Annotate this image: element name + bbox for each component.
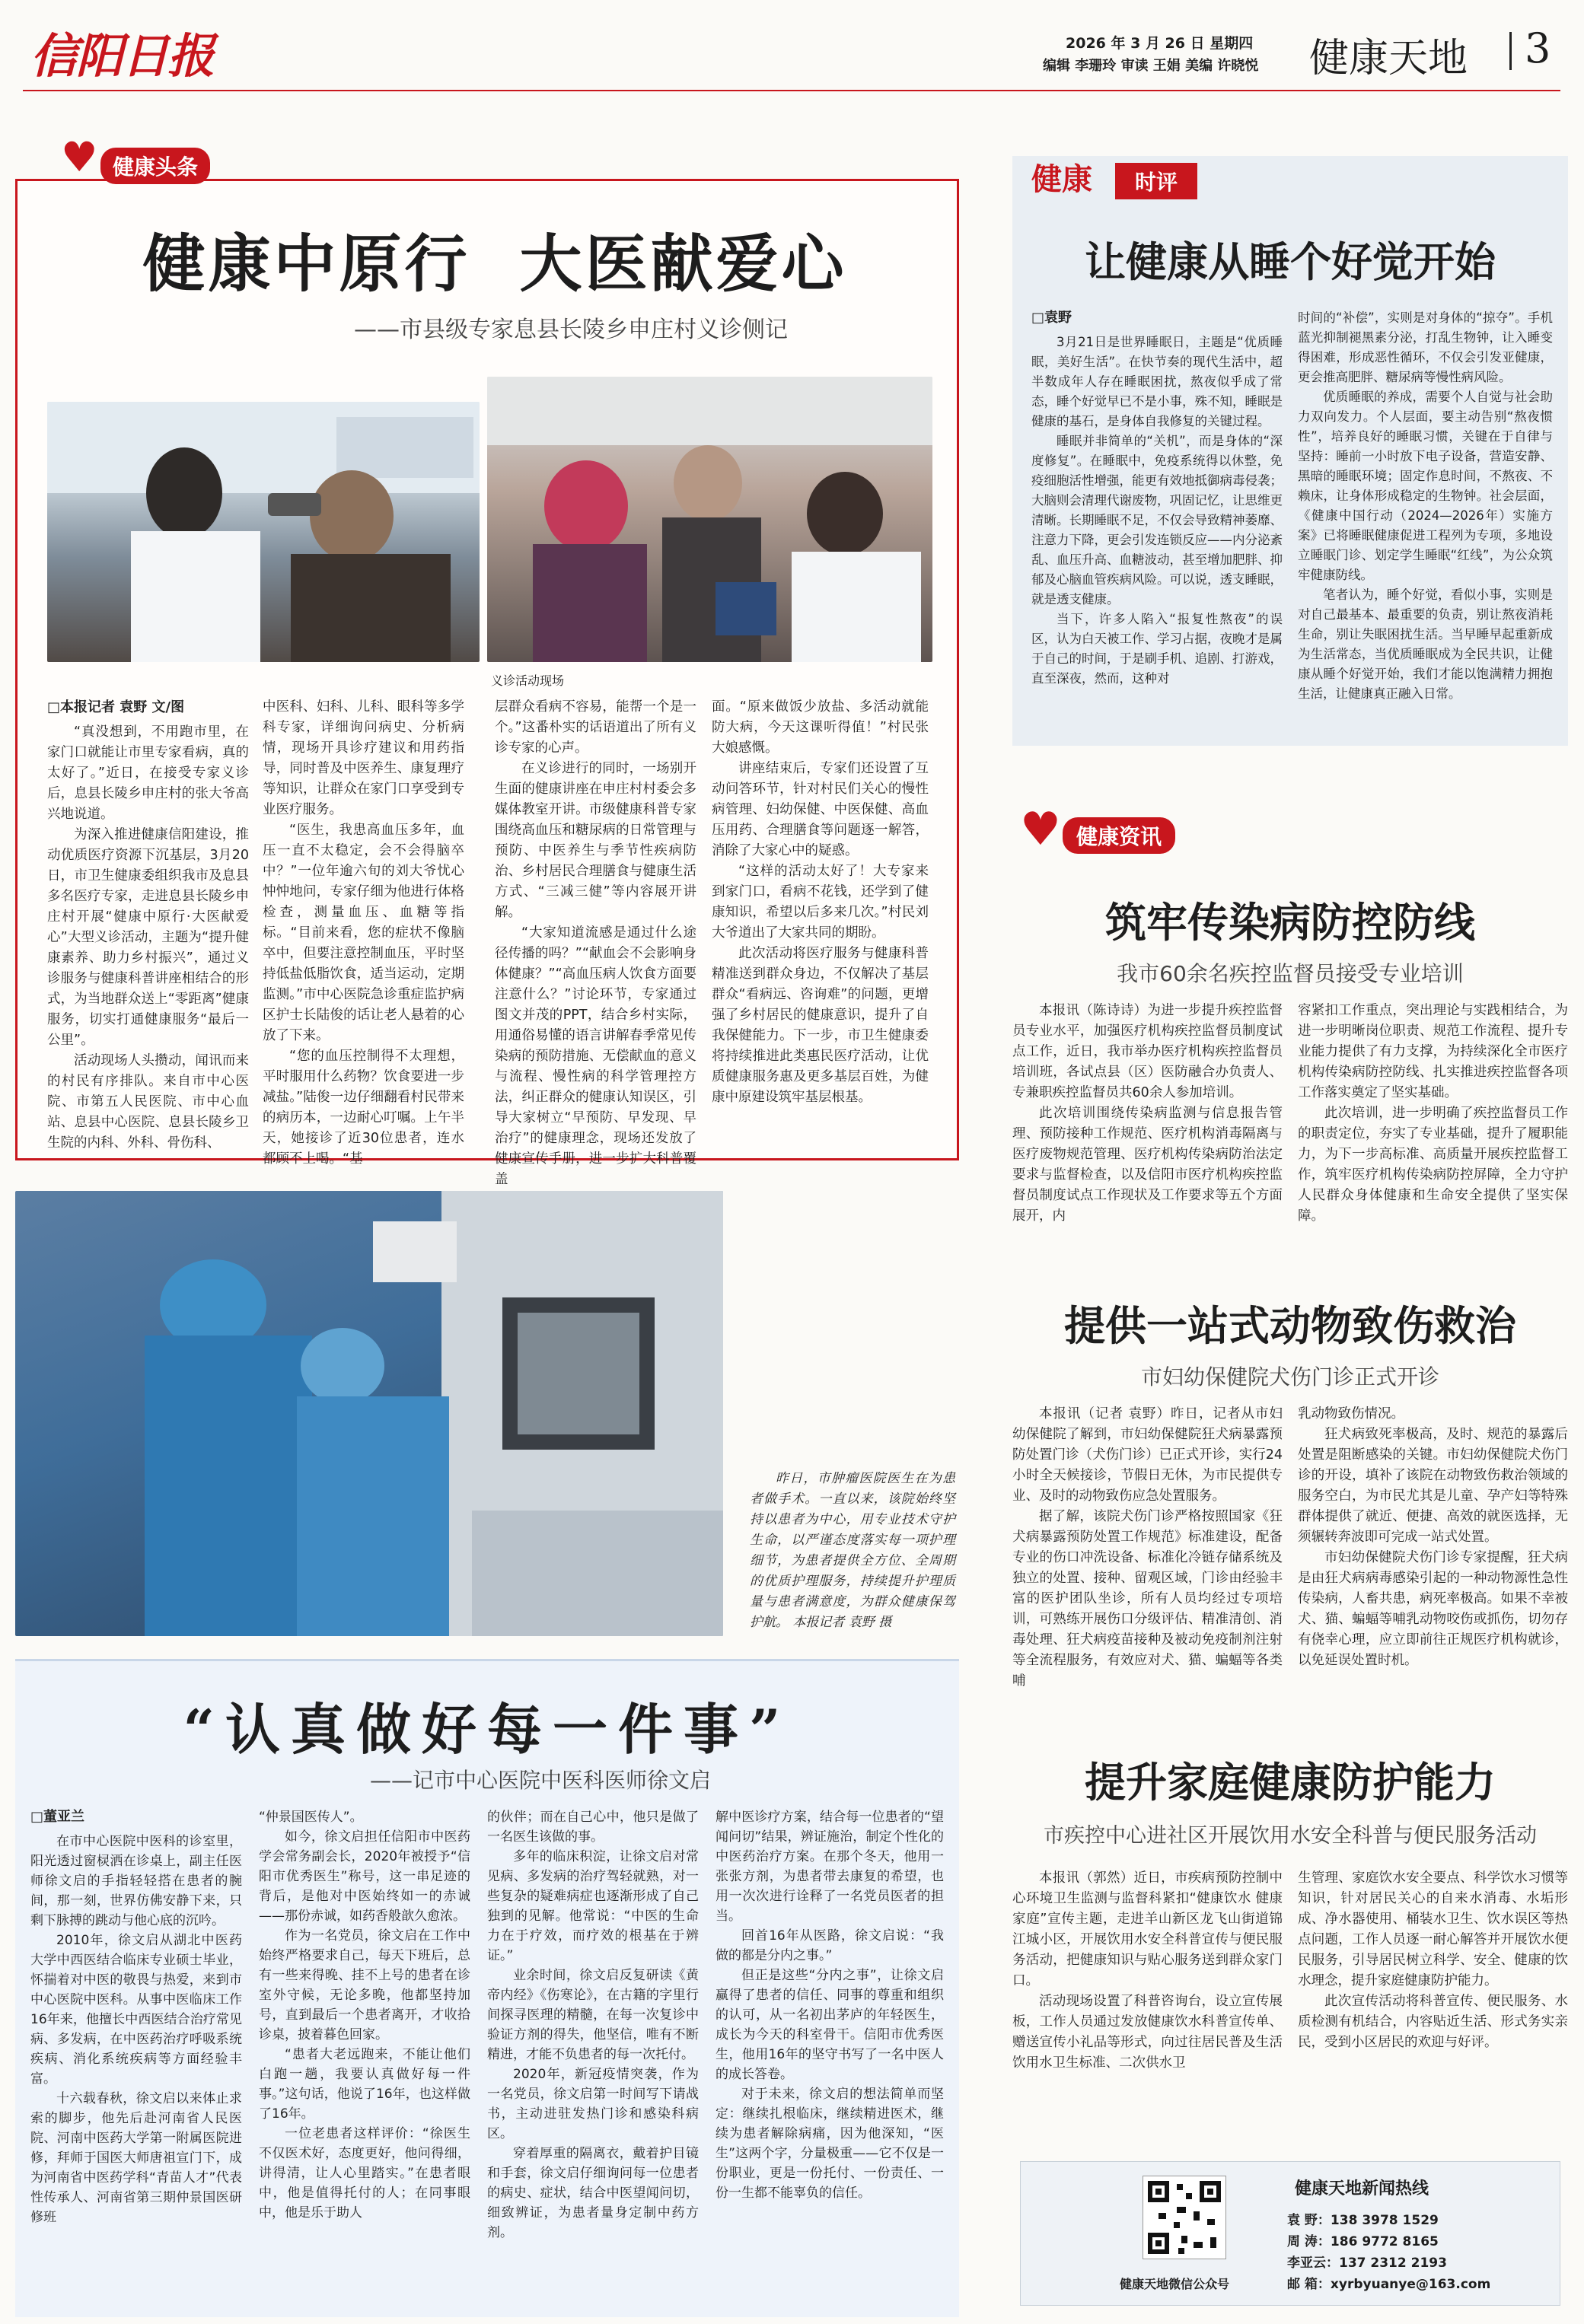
feature-byline: □董亚兰 <box>30 1809 85 1825</box>
news2-paragraph: 据了解，该院犬伤门诊严格按照国家《狂犬病暴露预防处置工作规范》标准建设，配备专业的伤口冲洗设备、标准化冷链存储系统及独立的处置、接种、留观区域，门诊由经验丰富的医护团队坐诊，所有人员均经过专项培训，可熟练开展伤口分级评估、精准清创、消毒处理、狂犬病疫苗接种及被动免疫制剂注射等全流程服务，有效应对犬、猫、蝙蝠等各类哺 <box>1012 1509 1283 1689</box>
news1-col-2 <box>1298 1001 1568 1227</box>
masthead-divider <box>1509 32 1512 70</box>
comment-paragraph: 睡眠并非简单的“关机”，而是身体的“深度修复”。在睡眠中，免疫系统得以休整，免疫细胞活性增强，能更有效地抵御病毒侵袭；大脑则会清理代谢废物，巩固记忆，让思维更清晰。长期睡眠不足，不仅会导致精神萎靡、注意力下降，更会引发连锁反应——内分泌紊乱、血压升高、血糖波动，甚至增加肥胖、抑郁及心脑血管疾病风险。可以说，透支睡眠，就是透支健康。 <box>1031 434 1283 606</box>
hotline-title: 健康天地新闻热线 <box>1295 2179 1429 2198</box>
lead-col-1 <box>47 697 249 1154</box>
news2-paragraph: 狂犬病致死率极高，及时、规范的暴露后处置是阻断感染的关键。市妇幼保健院犬伤门诊的开设，填补了该院在动物致伤救治领域的服务空白，为市民尤其是儿童、孕产妇等特殊群体提供了就近、便捷、高效的就医选择，无须辗转奔波即可完成一站式处置。 <box>1298 1427 1568 1545</box>
feature-paragraph: 作为一名党员，徐文启在工作中始终严格要求自己，每天下班后，总有一些来得晚、挂不上号的患者在诊室外守候，无论多晚，他都坚持加号，直到最后一个患者离开，才收拾诊桌，披着暮色回家。 <box>259 1928 470 2042</box>
news2-headline: 提供一站式动物致伤救治 <box>1064 1301 1516 1350</box>
feature-col-2 <box>259 1807 470 2223</box>
lead-tag <box>61 133 289 183</box>
lead-photo-clinic-scene <box>487 377 932 662</box>
lead-col-4 <box>712 697 929 1108</box>
comment-headline: 让健康从睡个好觉开始 <box>1085 237 1496 286</box>
news2-col-1 <box>1012 1404 1283 1692</box>
newspaper-logo: 信阳日报 <box>30 28 214 84</box>
feature-paragraph: 2010年，徐文启从湖北中医药大学中西医结合临床专业硕士毕业，怀揣着对中医的敬畏与热爱，来到市中心医院中医科。从事中医临床工作16年来，他擅长中西医结合治疗常见病、多发病，在中医药治疗呼吸系统疾病、消化系统疾病等方面经验丰富。 <box>30 1933 242 2087</box>
issue-date: 2026 年 3 月 26 日 星期四 <box>1066 35 1254 52</box>
lead-paragraph: 讲座结束后，专家们还设置了互动问答环节，针对村民们关心的慢性病管理、妇幼保健、中医保健、高血压用药、合理膳食等问题逐一解答，消除了大家心中的疑惑。 <box>712 761 929 858</box>
lead-paragraph: “这样的活动太好了！大专家来到家门口，看病不花钱，还学到了健康知识，希望以后多来几次。”村民刘大爷道出了大家共同的期盼。 <box>712 864 929 941</box>
news2-paragraph: 乳动物致伤情况。 <box>1298 1406 1404 1421</box>
comment-byline: □袁野 <box>1031 310 1072 326</box>
masthead <box>0 0 1584 91</box>
section-name: 健康天地 <box>1309 36 1468 81</box>
photo-scene <box>15 1191 723 1636</box>
comment-paragraph: 3月21日是世界睡眠日，主题是“优质睡眠，美好生活”。在快节奏的现代生活中，超半数成年人存在睡眠困扰，熬夜似乎成了常态，睡个好觉早已不是小事，殊不知，睡眠是健康的基石，是身体自我修复的关键过程。 <box>1031 335 1283 428</box>
comment-col-2 <box>1298 308 1553 704</box>
lead-paragraph: 面。“原来做饭少放盐、多活动就能防大病，今天这课听得值！”村民张大娘感慨。 <box>712 699 929 756</box>
hotline-line: 周 涛：186 9772 8165 <box>1287 2234 1439 2249</box>
hotline-line: 李亚云：137 2312 2193 <box>1287 2256 1447 2271</box>
news1-paragraph: 本报讯（陈诗诗）为进一步提升疾控监督员专业水平，加强医疗机构疾控监督员制度试点工作，近日，我市举办医疗机构疾控监督员培训班，各试点县（区）医防融合办负责人、专兼职疾控监督员共60余人参加培训。 <box>1012 1003 1283 1100</box>
comment-paragraph: 当下，许多人陷入“报复性熬夜”的误区，认为白天被工作、学习占据，夜晚才是属于自己的时间，于是刷手机、追剧、打游戏，直至深夜，然而，这种对 <box>1031 612 1283 686</box>
lead-paragraph: 层群众看病不容易，能帮一个是一个。”这番朴实的话语道出了所有义诊专家的心声。 <box>495 699 696 756</box>
news3-paragraph: 此次宣传活动将科普宣传、便民服务、水质检测有机结合，内容贴近生活、形式务实亲民，受到小区居民的欢迎与好评。 <box>1298 1994 1568 2050</box>
editor-line: 编辑 李珊玲 审读 王娟 美编 许晓悦 <box>1043 58 1259 74</box>
lead-paragraph: 活动现场人头攒动，闻讯而来的村民有序排队。来自市中心医院、市第五人民医院、市中心血站、息县中心医院、息县长陵乡卫生院的内科、外科、骨伤科、 <box>47 1053 249 1151</box>
lead-col-3 <box>495 697 696 1190</box>
hotline-box <box>1020 2161 1560 2306</box>
lead-tag-label: 健康头条 <box>100 148 210 184</box>
lead-paragraph: 中医科、妇科、儿科、眼科等多学科专家，详细询问病史、分析病情，现场开具诊疗建议和用药指导，同时普及中医养生、康复理疗等知识，让群众在家门口享受到专业医疗服务。 <box>263 699 464 817</box>
feature-paragraph: 但正是这些“分内之事”，让徐文启赢得了患者的信任、同事的尊重和组织的认可，从一名初出茅庐的年轻医生，成长为今天的科室骨干。信阳市优秀医生，他用16年的坚守书写了一名中医人的成长答卷。 <box>716 1968 944 2082</box>
news3-paragraph: 本报讯（郭然）近日，市疾病预防控制中心环境卫生监测与监督科紧扣“健康饮水 健康家庭”宣传主题，走进羊山新区龙飞山街道锦江城小区，开展饮用水安全科普宣传与便民服务活动，把健康知识与贴心服务送到群众家门口。 <box>1012 1870 1283 1988</box>
page-number: 3 <box>1525 24 1551 72</box>
feature-paragraph: 对于未来，徐文启的想法简单而坚定：继续扎根临床，继续精进医术，继续为患者解除病痛，因为他深知，“医生”这两个字，分量极重——它不仅是一份职业，更是一份托付、一份责任、一份一生都不能辜负的信任。 <box>716 2087 944 2201</box>
feature-paragraph: 解中医诊疗方案，结合每一位患者的“望闻问切”结果，辨证施治，制定个性化的中医药治疗方案。在那个冬天，他用一张张方剂，为患者带去康复的希望，也用一次次进行诠释了一名党员医者的担当。 <box>716 1810 944 1924</box>
photo-scene <box>47 402 480 662</box>
masthead-rule <box>23 90 1560 91</box>
comment-paragraph: 时间的“补偿”，实则是对身体的“掠夺”。手机蓝光抑制褪黑素分泌，打乱生物钟，让入睡变得困难，形成恶性循环，不仅会引发亚健康，更会推高肥胖、糖尿病等慢性病风险。 <box>1298 310 1553 384</box>
comment-paragraph: 笔者认为，睡个好觉，看似小事，实则是对自己最基本、最重要的负责，别让熬夜消耗生命，别让失眠困扰生活。当早睡早起重新成为生活常态，当优质睡眠成为全民共识，让健康从睡个好觉开始，我们才能以饱满精力拥抱生活，让健康真正融入日常。 <box>1298 587 1553 701</box>
news1-paragraph: 容紧扣工作重点，突出理论与实践相结合，为进一步明晰岗位职责、规范工作流程、提升专业能力提供了有力支撑，为持续深化全市医疗机构传染病防控防线、扎实推进疾控监督各项工作落实奠定了坚实基础。 <box>1298 1003 1568 1100</box>
hotline-line: 邮 箱：xyrbyuanye@163.com <box>1287 2277 1491 2292</box>
lead-paragraph: 在义诊进行的同时，一场别开生面的健康讲座在申庄村村委会多媒体教室开讲。市级健康科普专家围绕高血压和糖尿病的日常管理与预防、中医养生与季节性疾病防治、乡村居民合理膳食与健康生活方式、“三减三健”等内容展开讲解。 <box>495 761 696 920</box>
feature-paragraph: “患者大老远跑来，不能让他们白跑一趟，我要认真做好每一件事。”这句话，他说了16年，也这样做了16年。 <box>259 2047 470 2122</box>
news3-headline: 提升家庭健康防护能力 <box>1085 1758 1496 1807</box>
news2-subtitle: 市妇幼保健院犬伤门诊正式开诊 <box>1140 1364 1439 1390</box>
news1-col-1 <box>1012 1001 1283 1227</box>
lead-paragraph: “医生，我患高血压多年，血压一直不太稳定，会不会得脑卒中？”一位年逾六旬的刘大爷忧心忡忡地问，专家仔细为他进行体格检查，测量血压、血糖等指标。“目前来看，您的症状不像脑卒中，但要注意控制血压，平时坚持低盐低脂饮食，适当运动，定期监测。”市中心医院急诊重症监护病区护士长陆俊的话让老人悬着的心放了下来。 <box>263 823 464 1043</box>
news1-paragraph: 此次培训，进一步明确了疾控监督员工作的职责定位，夯实了专业基础，提升了履职能力，为下一步高标准、高质量开展疾控监督工作，筑牢医疗机构传染病防控屏障，全力守护人民群众身体健康和生命安全提供了坚实保障。 <box>1298 1106 1568 1224</box>
lead-photo-doctor-exam <box>47 402 480 662</box>
feature-paragraph: 2020年，新冠疫情突袭，作为一名党员，徐文启第一时间写下请战书，主动进驻发热门诊和感染科病区。 <box>487 2067 699 2141</box>
feature-paragraph: 业余时间，徐文启反复研读《黄帝内经》《伤寒论》，在古籍的字里行间探寻医理的精髓，在每一次复诊中验证方剂的得失，他坚信，唯有不断精进，才能不负患者的每一次托付。 <box>487 1968 699 2062</box>
feature-col-4 <box>716 1807 944 2203</box>
feature-paragraph: 的伙伴；而在自己心中，他只是做了一名医生该做的事。 <box>487 1810 699 1845</box>
news1-subtitle: 我市60余名疾控监督员接受专业培训 <box>1117 961 1464 986</box>
feature-paragraph: 回首16年从医路，徐文启说：“我做的都是分内之事。” <box>716 1928 944 1963</box>
feature-paragraph: “仲景国医传人”。 <box>259 1810 363 1825</box>
feature-paragraph: 如今，徐文启担任信阳市中医药学会常务副会长，2020年被授予“信阳市优秀医生”称号，这一串足迹的背后，是他对中医始终如一的赤诚——那份赤诚，如药香般歆久愈浓。 <box>259 1829 470 1924</box>
lead-photo-caption: 义诊活动现场 <box>491 673 565 688</box>
feature-headline: “认真做好每一件事” <box>183 1697 792 1762</box>
heart-icon: ♥ <box>1020 803 1061 856</box>
feature-col-3 <box>487 1807 699 2243</box>
heart-icon: ♥ <box>61 133 98 181</box>
news3-col-2 <box>1298 1868 1568 2053</box>
feature-col-1 <box>30 1807 242 2227</box>
feature-paragraph: 一位老患者这样评价：“徐医生不仅医术好，态度更好，他问得细，讲得清，让人心里踏实。”在患者眼中，他是值得托付的人；在同事眼中，他是乐于助人 <box>259 2126 470 2221</box>
lead-col-2 <box>263 697 464 1170</box>
surgery-photo-caption: 昨日，市肿瘤医院医生在为患者做手术。一直以来，该院始终坚持以患者为中心，用专业技术守护生命，以严谨态度落实每一项护理细节，为患者提供全方位、全周期的优质护理服务，持续提升护理质量与患者满意度，为群众健康保驾护航。 本报记者 袁野 摄 <box>750 1471 955 1630</box>
qr-label: 健康天地微信公众号 <box>1120 2277 1230 2291</box>
lead-paragraph: 为深入推进健康信阳建设，推动优质医疗资源下沉基层，3月20日，市卫生健康委组织我市及息县多名医疗专家，走进息县长陵乡申庄村开展“健康中原行·大医献爱心”大型义诊活动，主题为“提升健康素养、助力乡村振兴”，通过义诊服务与健康科普讲座相结合的形式，为当地群众送上“零距离”健康服务，切实打通健康服务“最后一公里”。 <box>47 827 249 1048</box>
news1-paragraph: 此次培训围绕传染病监测与信息报告管理、预防接种工作规范、医疗机构消毒隔离与医疗废物规范管理、医疗机构传染病防治法定要求与监督检查，以及信阳市医疗机构疾控监督员制度试点工作现状及工作要求等五个方面展开，内 <box>1012 1106 1283 1224</box>
lead-paragraph: “真没想到，不用跑市里，在家门口就能让市里专家看病，真的太好了。”近日，在接受专家义诊后，息县长陵乡申庄村的张大爷高兴地说道。 <box>47 724 249 822</box>
qr-code-graphic <box>1143 2176 1225 2259</box>
feature-paragraph: 穿着厚重的隔离衣，戴着护目镜和手套，徐文启仔细询问每一位患者的病史、症状，结合中医望闻问切，细致辨证，为患者量身定制中药方剂。 <box>487 2146 699 2240</box>
news1-tag <box>1020 803 1264 860</box>
lead-paragraph: 此次活动将医疗服务与健康科普精准送到群众身边，不仅解决了基层群众“看病远、咨询难”的问题，更增强了乡村居民的健康意识，提升了自我保健能力。下一步，市卫生健康委将持续推进此类惠民医疗活动，让优质健康服务惠及更多基层百姓，为健康中原建设筑牢基层根基。 <box>712 946 929 1105</box>
news2-col-2 <box>1298 1404 1568 1671</box>
comment-tag <box>1031 152 1275 201</box>
comment-paragraph: 优质睡眠的养成，需要个人自觉与社会助力双向发力。个人层面，要主动告别“熬夜惯性”，培养良好的睡眠习惯，关键在于自律与坚持：睡前一小时放下电子设备，营造安静、黑暗的睡眠环境；固定作息时间，不熬夜、不赖床，让身体形成稳定的生物钟。社会层面，《健康中国行动（2024—2026年）实施方案》已将睡眠健康促进工程列为专项，多地设立睡眠门诊、划定学生睡眠“红线”，为公众筑牢健康防线。 <box>1298 390 1553 582</box>
news1-tag-label: 健康资讯 <box>1063 817 1175 854</box>
feature-paragraph: 多年的临床积淀，让徐文启对常见病、多发病的治疗驾轻就熟，对一些复杂的疑难病症也逐渐形成了自己独到的见解。他常说：“中医的生命力在于疗效，而疗效的根基在于辨证。” <box>487 1849 699 1963</box>
comment-tag-b: 时评 <box>1115 163 1197 199</box>
news3-col-1 <box>1012 1868 1283 2074</box>
news3-subtitle: 市疾控中心进社区开展饮用水安全科普与便民服务活动 <box>1044 1824 1537 1848</box>
feature-paragraph: 在市中心医院中医科的诊室里，阳光透过窗棂洒在诊桌上，副主任医师徐文启的手指轻轻搭在患者的腕间，那一刻，世界仿佛安静下来，只剩下脉搏的跳动与他心底的沉吟。 <box>30 1834 242 1928</box>
feature-paragraph: 十六载春秋，徐文启以来体止求索的脚步，他先后赴河南省人民医院、河南中医药大学第一附属医院进修，拜师于国医大师唐祖宣门下，成为河南省中医药学科“青苗人才”代表性传承人、河南省第三期仲景国医研修班 <box>30 2091 242 2225</box>
hotline-line: 袁 野：138 3978 1529 <box>1287 2213 1439 2228</box>
news3-paragraph: 生管理、家庭饮水安全要点、科学饮水习惯等知识，针对居民关心的自来水消毒、水垢形成、净水器使用、桶装水卫生、饮水误区等热点问题，工作人员逐一耐心解答并开展饮水便民服务，引导居民树立科学、安全、健康的饮水理念，提升家庭健康防护能力。 <box>1298 1870 1568 1988</box>
comment-tag-a: 健康 <box>1031 161 1092 197</box>
lead-subtitle: ——市县级专家息县长陵乡申庄村义诊侧记 <box>354 317 788 343</box>
lead-byline: □本报记者 袁野 文/图 <box>47 699 185 715</box>
news2-paragraph: 本报讯（记者 袁野）昨日，记者从市妇幼保健院了解到，市妇幼保健院狂犬病暴露预防处置门诊（犬伤门诊）已正式开诊，实行24小时全天候接诊，节假日无休，为市民提供专业、及时的动物致伤应急处置服务。 <box>1012 1406 1283 1504</box>
news2-paragraph: 市妇幼保健院犬伤门诊专家提醒，狂犬病是由狂犬病病毒感染引起的一种动物源性急性传染病，人畜共患，病死率极高。如果不幸被犬、猫、蝙蝠等哺乳动物咬伤或抓伤，切勿存有侥幸心理，应立即前往正规医疗机构就诊，以免延误处置时机。 <box>1298 1550 1568 1668</box>
lead-paragraph: “您的血压控制得不太理想，平时服用什么药物？饮食要进一步减盐。”陆俊一边仔细翻看村民带来的病历本，一边耐心叮嘱。上午半天，她接诊了近30位患者，连水都顾不上喝。“基 <box>263 1049 464 1167</box>
lead-paragraph: “大家知道流感是通过什么途径传播的吗？”“献血会不会影响身体健康？”“高血压病人饮食方面要注意什么？”讨论环节，专家通过图文并茂的PPT，结合乡村实际，用通俗易懂的语言讲解春季常见传染病的预防措施、无偿献血的意义与流程、慢性病的科学管理控方法，纠正群众的健康认知误区，引导大家树立“早预防、早发现、早治疗”的健康理念，现场还发放了健康宣传手册，进一步扩大科普覆盖 <box>495 925 696 1187</box>
comment-col-1 <box>1031 308 1283 689</box>
surgery-photo <box>15 1191 723 1636</box>
news1-headline: 筑牢传染病防控防线 <box>1105 898 1475 947</box>
news3-paragraph: 活动现场设置了科普咨询台，设立宣传展板，工作人员通过发放健康饮水科普宣传单、赠送宣传小礼品等形式，向过往居民普及生活饮用水卫生标准、二次供水卫 <box>1012 1994 1283 2071</box>
qr-code <box>1143 2176 1226 2259</box>
photo-scene <box>487 377 932 662</box>
lead-headline: 健康中原行 大医献爱心 <box>142 228 847 301</box>
feature-subtitle: ——记市中心医院中医科医师徐文启 <box>369 1768 711 1793</box>
